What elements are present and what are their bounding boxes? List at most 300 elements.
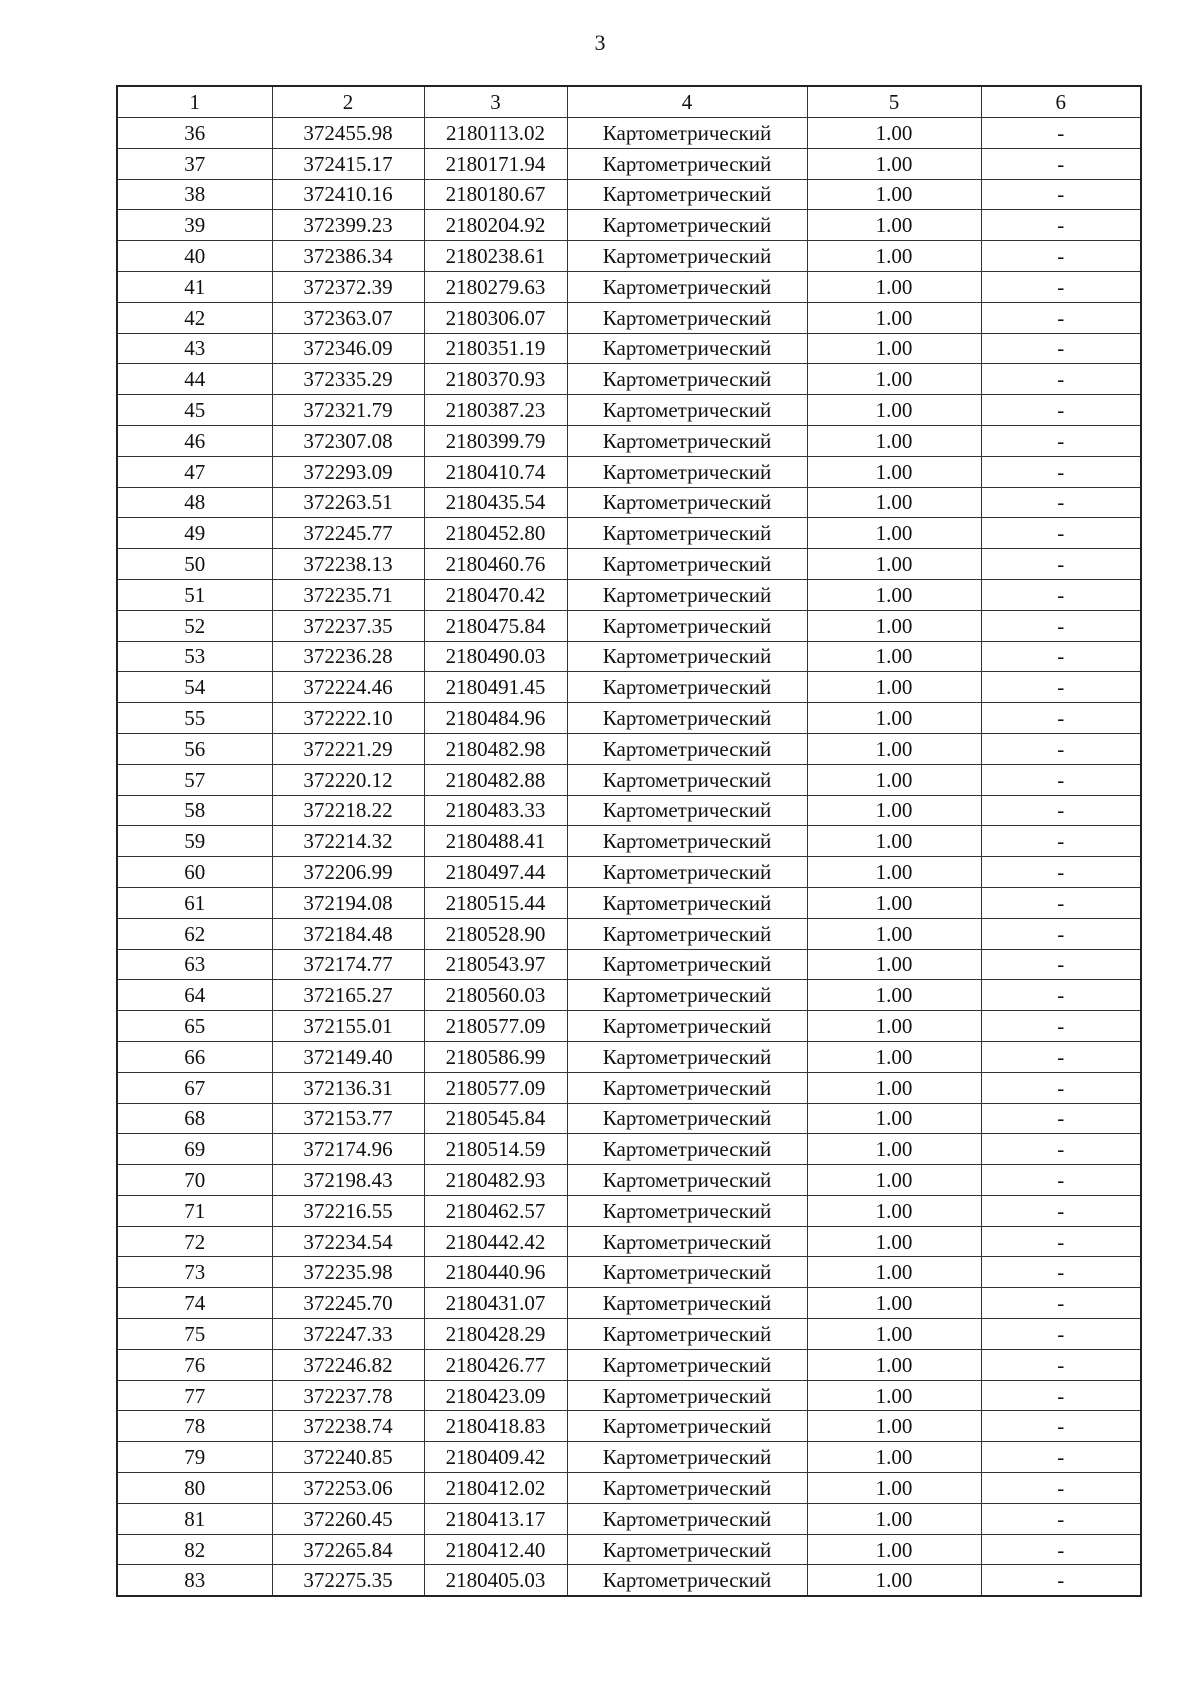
accuracy-cell: 1.00 (807, 395, 981, 426)
coordinates-table (116, 85, 1142, 1597)
y-coordinate-cell: 2180482.93 (424, 1165, 567, 1196)
table-row (117, 1226, 1141, 1257)
method-cell: Картометрический (567, 764, 807, 795)
accuracy-cell: 1.00 (807, 703, 981, 734)
note-cell: - (981, 425, 1141, 456)
point-number-cell: 43 (117, 333, 272, 364)
table-row (117, 887, 1141, 918)
accuracy-cell: 1.00 (807, 271, 981, 302)
note-cell: - (981, 1319, 1141, 1350)
y-coordinate-cell: 2180413.17 (424, 1503, 567, 1534)
column-header: 5 (807, 86, 981, 118)
note-cell: - (981, 179, 1141, 210)
point-number-cell: 71 (117, 1195, 272, 1226)
y-coordinate-cell: 2180370.93 (424, 364, 567, 395)
method-cell: Картометрический (567, 487, 807, 518)
y-coordinate-cell: 2180409.42 (424, 1442, 567, 1473)
method-cell: Картометрический (567, 364, 807, 395)
table-row (117, 1319, 1141, 1350)
x-coordinate-cell: 372293.09 (272, 456, 424, 487)
accuracy-cell: 1.00 (807, 610, 981, 641)
y-coordinate-cell: 2180490.03 (424, 641, 567, 672)
method-cell: Картометрический (567, 1011, 807, 1042)
table-body (117, 118, 1141, 1597)
accuracy-cell: 1.00 (807, 1565, 981, 1596)
table-row (117, 1565, 1141, 1596)
point-number-cell: 52 (117, 610, 272, 641)
table-row (117, 795, 1141, 826)
point-number-cell: 70 (117, 1165, 272, 1196)
method-cell: Картометрический (567, 980, 807, 1011)
accuracy-cell: 1.00 (807, 1041, 981, 1072)
accuracy-cell: 1.00 (807, 364, 981, 395)
table-row (117, 1103, 1141, 1134)
accuracy-cell: 1.00 (807, 1534, 981, 1565)
note-cell: - (981, 118, 1141, 149)
point-number-cell: 50 (117, 549, 272, 580)
accuracy-cell: 1.00 (807, 949, 981, 980)
method-cell: Картометрический (567, 395, 807, 426)
y-coordinate-cell: 2180113.02 (424, 118, 567, 149)
point-number-cell: 56 (117, 733, 272, 764)
accuracy-cell: 1.00 (807, 241, 981, 272)
y-coordinate-cell: 2180475.84 (424, 610, 567, 641)
point-number-cell: 41 (117, 271, 272, 302)
y-coordinate-cell: 2180482.98 (424, 733, 567, 764)
note-cell: - (981, 456, 1141, 487)
x-coordinate-cell: 372238.13 (272, 549, 424, 580)
y-coordinate-cell: 2180412.40 (424, 1534, 567, 1565)
method-cell: Картометрический (567, 1349, 807, 1380)
y-coordinate-cell: 2180545.84 (424, 1103, 567, 1134)
method-cell: Картометрический (567, 1503, 807, 1534)
table-row (117, 179, 1141, 210)
x-coordinate-cell: 372136.31 (272, 1072, 424, 1103)
note-cell: - (981, 1103, 1141, 1134)
x-coordinate-cell: 372206.99 (272, 857, 424, 888)
point-number-cell: 62 (117, 918, 272, 949)
table-row (117, 456, 1141, 487)
y-coordinate-cell: 2180351.19 (424, 333, 567, 364)
note-cell: - (981, 1165, 1141, 1196)
table-row (117, 549, 1141, 580)
x-coordinate-cell: 372198.43 (272, 1165, 424, 1196)
note-cell: - (981, 887, 1141, 918)
x-coordinate-cell: 372372.39 (272, 271, 424, 302)
y-coordinate-cell: 2180586.99 (424, 1041, 567, 1072)
note-cell: - (981, 1380, 1141, 1411)
note-cell: - (981, 672, 1141, 703)
y-coordinate-cell: 2180515.44 (424, 887, 567, 918)
table-row (117, 733, 1141, 764)
method-cell: Картометрический (567, 1288, 807, 1319)
method-cell: Картометрический (567, 1473, 807, 1504)
note-cell: - (981, 1442, 1141, 1473)
method-cell: Картометрический (567, 1103, 807, 1134)
note-cell: - (981, 980, 1141, 1011)
method-cell: Картометрический (567, 1411, 807, 1442)
y-coordinate-cell: 2180306.07 (424, 302, 567, 333)
table-row (117, 949, 1141, 980)
point-number-cell: 58 (117, 795, 272, 826)
point-number-cell: 73 (117, 1257, 272, 1288)
point-number-cell: 81 (117, 1503, 272, 1534)
table-row (117, 1011, 1141, 1042)
method-cell: Картометрический (567, 579, 807, 610)
method-cell: Картометрический (567, 1165, 807, 1196)
point-number-cell: 80 (117, 1473, 272, 1504)
accuracy-cell: 1.00 (807, 857, 981, 888)
accuracy-cell: 1.00 (807, 1103, 981, 1134)
method-cell: Картометрический (567, 1565, 807, 1596)
note-cell: - (981, 395, 1141, 426)
method-cell: Картометрический (567, 826, 807, 857)
point-number-cell: 44 (117, 364, 272, 395)
y-coordinate-cell: 2180497.44 (424, 857, 567, 888)
point-number-cell: 64 (117, 980, 272, 1011)
note-cell: - (981, 364, 1141, 395)
x-coordinate-cell: 372174.77 (272, 949, 424, 980)
x-coordinate-cell: 372218.22 (272, 795, 424, 826)
accuracy-cell: 1.00 (807, 1195, 981, 1226)
y-coordinate-cell: 2180462.57 (424, 1195, 567, 1226)
x-coordinate-cell: 372247.33 (272, 1319, 424, 1350)
accuracy-cell: 1.00 (807, 1503, 981, 1534)
note-cell: - (981, 241, 1141, 272)
accuracy-cell: 1.00 (807, 1319, 981, 1350)
point-number-cell: 76 (117, 1349, 272, 1380)
accuracy-cell: 1.00 (807, 1349, 981, 1380)
table-row (117, 1534, 1141, 1565)
point-number-cell: 42 (117, 302, 272, 333)
note-cell: - (981, 1534, 1141, 1565)
table-row (117, 118, 1141, 149)
note-cell: - (981, 1349, 1141, 1380)
accuracy-cell: 1.00 (807, 980, 981, 1011)
table-row (117, 271, 1141, 302)
point-number-cell: 68 (117, 1103, 272, 1134)
accuracy-cell: 1.00 (807, 425, 981, 456)
y-coordinate-cell: 2180577.09 (424, 1072, 567, 1103)
point-number-cell: 36 (117, 118, 272, 149)
note-cell: - (981, 1288, 1141, 1319)
point-number-cell: 59 (117, 826, 272, 857)
point-number-cell: 72 (117, 1226, 272, 1257)
table-row (117, 1349, 1141, 1380)
note-cell: - (981, 1503, 1141, 1534)
x-coordinate-cell: 372246.82 (272, 1349, 424, 1380)
note-cell: - (981, 487, 1141, 518)
accuracy-cell: 1.00 (807, 887, 981, 918)
x-coordinate-cell: 372240.85 (272, 1442, 424, 1473)
accuracy-cell: 1.00 (807, 210, 981, 241)
accuracy-cell: 1.00 (807, 733, 981, 764)
table-header (117, 86, 1141, 118)
table-row (117, 302, 1141, 333)
x-coordinate-cell: 372307.08 (272, 425, 424, 456)
point-number-cell: 79 (117, 1442, 272, 1473)
point-number-cell: 65 (117, 1011, 272, 1042)
table-row (117, 641, 1141, 672)
method-cell: Картометрический (567, 1072, 807, 1103)
method-cell: Картометрический (567, 425, 807, 456)
note-cell: - (981, 733, 1141, 764)
column-header: 2 (272, 86, 424, 118)
accuracy-cell: 1.00 (807, 918, 981, 949)
method-cell: Картометрический (567, 333, 807, 364)
x-coordinate-cell: 372260.45 (272, 1503, 424, 1534)
x-coordinate-cell: 372399.23 (272, 210, 424, 241)
method-cell: Картометрический (567, 672, 807, 703)
x-coordinate-cell: 372222.10 (272, 703, 424, 734)
x-coordinate-cell: 372235.71 (272, 579, 424, 610)
y-coordinate-cell: 2180405.03 (424, 1565, 567, 1596)
accuracy-cell: 1.00 (807, 1411, 981, 1442)
point-number-cell: 54 (117, 672, 272, 703)
y-coordinate-cell: 2180440.96 (424, 1257, 567, 1288)
accuracy-cell: 1.00 (807, 1473, 981, 1504)
method-cell: Картометрический (567, 1534, 807, 1565)
point-number-cell: 55 (117, 703, 272, 734)
method-cell: Картометрический (567, 1442, 807, 1473)
note-cell: - (981, 1257, 1141, 1288)
accuracy-cell: 1.00 (807, 1442, 981, 1473)
note-cell: - (981, 949, 1141, 980)
table-row (117, 395, 1141, 426)
header-row (117, 86, 1141, 118)
table-row (117, 1503, 1141, 1534)
point-number-cell: 57 (117, 764, 272, 795)
accuracy-cell: 1.00 (807, 549, 981, 580)
note-cell: - (981, 1134, 1141, 1165)
method-cell: Картометрический (567, 1319, 807, 1350)
table-row (117, 210, 1141, 241)
table-row (117, 333, 1141, 364)
point-number-cell: 78 (117, 1411, 272, 1442)
method-cell: Картометрический (567, 733, 807, 764)
method-cell: Картометрический (567, 610, 807, 641)
method-cell: Картометрический (567, 179, 807, 210)
method-cell: Картометрический (567, 1257, 807, 1288)
point-number-cell: 47 (117, 456, 272, 487)
page-number: 3 (594, 30, 606, 55)
method-cell: Картометрический (567, 210, 807, 241)
x-coordinate-cell: 372237.35 (272, 610, 424, 641)
accuracy-cell: 1.00 (807, 1380, 981, 1411)
table-row (117, 1380, 1141, 1411)
x-coordinate-cell: 372263.51 (272, 487, 424, 518)
note-cell: - (981, 703, 1141, 734)
x-coordinate-cell: 372220.12 (272, 764, 424, 795)
y-coordinate-cell: 2180387.23 (424, 395, 567, 426)
accuracy-cell: 1.00 (807, 518, 981, 549)
point-number-cell: 75 (117, 1319, 272, 1350)
x-coordinate-cell: 372410.16 (272, 179, 424, 210)
x-coordinate-cell: 372214.32 (272, 826, 424, 857)
accuracy-cell: 1.00 (807, 826, 981, 857)
x-coordinate-cell: 372335.29 (272, 364, 424, 395)
table-row (117, 579, 1141, 610)
x-coordinate-cell: 372275.35 (272, 1565, 424, 1596)
accuracy-cell: 1.00 (807, 148, 981, 179)
method-cell: Картометрический (567, 641, 807, 672)
method-cell: Картометрический (567, 703, 807, 734)
x-coordinate-cell: 372245.77 (272, 518, 424, 549)
accuracy-cell: 1.00 (807, 1134, 981, 1165)
y-coordinate-cell: 2180171.94 (424, 148, 567, 179)
y-coordinate-cell: 2180180.67 (424, 179, 567, 210)
x-coordinate-cell: 372245.70 (272, 1288, 424, 1319)
method-cell: Картометрический (567, 857, 807, 888)
method-cell: Картометрический (567, 795, 807, 826)
point-number-cell: 45 (117, 395, 272, 426)
y-coordinate-cell: 2180423.09 (424, 1380, 567, 1411)
y-coordinate-cell: 2180279.63 (424, 271, 567, 302)
x-coordinate-cell: 372153.77 (272, 1103, 424, 1134)
accuracy-cell: 1.00 (807, 1072, 981, 1103)
y-coordinate-cell: 2180460.76 (424, 549, 567, 580)
table-row (117, 425, 1141, 456)
y-coordinate-cell: 2180577.09 (424, 1011, 567, 1042)
accuracy-cell: 1.00 (807, 1257, 981, 1288)
table-row (117, 857, 1141, 888)
y-coordinate-cell: 2180483.33 (424, 795, 567, 826)
table-row (117, 364, 1141, 395)
x-coordinate-cell: 372346.09 (272, 333, 424, 364)
y-coordinate-cell: 2180528.90 (424, 918, 567, 949)
point-number-cell: 61 (117, 887, 272, 918)
accuracy-cell: 1.00 (807, 641, 981, 672)
accuracy-cell: 1.00 (807, 1165, 981, 1196)
x-coordinate-cell: 372236.28 (272, 641, 424, 672)
table-row (117, 1288, 1141, 1319)
table-row (117, 1442, 1141, 1473)
column-header: 6 (981, 86, 1141, 118)
note-cell: - (981, 1195, 1141, 1226)
method-cell: Картометрический (567, 118, 807, 149)
x-coordinate-cell: 372165.27 (272, 980, 424, 1011)
note-cell: - (981, 1565, 1141, 1596)
point-number-cell: 49 (117, 518, 272, 549)
y-coordinate-cell: 2180514.59 (424, 1134, 567, 1165)
y-coordinate-cell: 2180484.96 (424, 703, 567, 734)
x-coordinate-cell: 372238.74 (272, 1411, 424, 1442)
accuracy-cell: 1.00 (807, 764, 981, 795)
x-coordinate-cell: 372455.98 (272, 118, 424, 149)
table-row (117, 610, 1141, 641)
note-cell: - (981, 210, 1141, 241)
method-cell: Картометрический (567, 918, 807, 949)
accuracy-cell: 1.00 (807, 1011, 981, 1042)
y-coordinate-cell: 2180412.02 (424, 1473, 567, 1504)
table-row (117, 1195, 1141, 1226)
method-cell: Картометрический (567, 302, 807, 333)
point-number-cell: 39 (117, 210, 272, 241)
table-row (117, 980, 1141, 1011)
column-header: 3 (424, 86, 567, 118)
y-coordinate-cell: 2180452.80 (424, 518, 567, 549)
table-row (117, 518, 1141, 549)
method-cell: Картометрический (567, 1195, 807, 1226)
table-row (117, 672, 1141, 703)
y-coordinate-cell: 2180426.77 (424, 1349, 567, 1380)
method-cell: Картометрический (567, 549, 807, 580)
note-cell: - (981, 1072, 1141, 1103)
table-row (117, 148, 1141, 179)
note-cell: - (981, 918, 1141, 949)
accuracy-cell: 1.00 (807, 1226, 981, 1257)
x-coordinate-cell: 372221.29 (272, 733, 424, 764)
point-number-cell: 60 (117, 857, 272, 888)
table-row (117, 1257, 1141, 1288)
table-row (117, 826, 1141, 857)
y-coordinate-cell: 2180204.92 (424, 210, 567, 241)
point-number-cell: 82 (117, 1534, 272, 1565)
point-number-cell: 53 (117, 641, 272, 672)
accuracy-cell: 1.00 (807, 487, 981, 518)
note-cell: - (981, 1011, 1141, 1042)
note-cell: - (981, 764, 1141, 795)
table-row (117, 241, 1141, 272)
point-number-cell: 67 (117, 1072, 272, 1103)
table-row (117, 764, 1141, 795)
note-cell: - (981, 1411, 1141, 1442)
x-coordinate-cell: 372235.98 (272, 1257, 424, 1288)
note-cell: - (981, 579, 1141, 610)
method-cell: Картометрический (567, 1041, 807, 1072)
method-cell: Картометрический (567, 887, 807, 918)
table-row (117, 1134, 1141, 1165)
note-cell: - (981, 148, 1141, 179)
accuracy-cell: 1.00 (807, 179, 981, 210)
note-cell: - (981, 857, 1141, 888)
method-cell: Картометрический (567, 456, 807, 487)
y-coordinate-cell: 2180410.74 (424, 456, 567, 487)
note-cell: - (981, 826, 1141, 857)
y-coordinate-cell: 2180482.88 (424, 764, 567, 795)
table-row (117, 918, 1141, 949)
accuracy-cell: 1.00 (807, 1288, 981, 1319)
column-header: 4 (567, 86, 807, 118)
x-coordinate-cell: 372321.79 (272, 395, 424, 426)
note-cell: - (981, 1473, 1141, 1504)
method-cell: Картометрический (567, 1226, 807, 1257)
accuracy-cell: 1.00 (807, 795, 981, 826)
note-cell: - (981, 333, 1141, 364)
note-cell: - (981, 271, 1141, 302)
column-header: 1 (117, 86, 272, 118)
accuracy-cell: 1.00 (807, 579, 981, 610)
x-coordinate-cell: 372155.01 (272, 1011, 424, 1042)
point-number-cell: 48 (117, 487, 272, 518)
x-coordinate-cell: 372386.34 (272, 241, 424, 272)
table-row (117, 1041, 1141, 1072)
table-row (117, 1473, 1141, 1504)
x-coordinate-cell: 372149.40 (272, 1041, 424, 1072)
x-coordinate-cell: 372174.96 (272, 1134, 424, 1165)
accuracy-cell: 1.00 (807, 456, 981, 487)
note-cell: - (981, 549, 1141, 580)
table-row (117, 1165, 1141, 1196)
x-coordinate-cell: 372216.55 (272, 1195, 424, 1226)
y-coordinate-cell: 2180488.41 (424, 826, 567, 857)
x-coordinate-cell: 372224.46 (272, 672, 424, 703)
note-cell: - (981, 610, 1141, 641)
method-cell: Картометрический (567, 949, 807, 980)
y-coordinate-cell: 2180491.45 (424, 672, 567, 703)
x-coordinate-cell: 372237.78 (272, 1380, 424, 1411)
point-number-cell: 46 (117, 425, 272, 456)
